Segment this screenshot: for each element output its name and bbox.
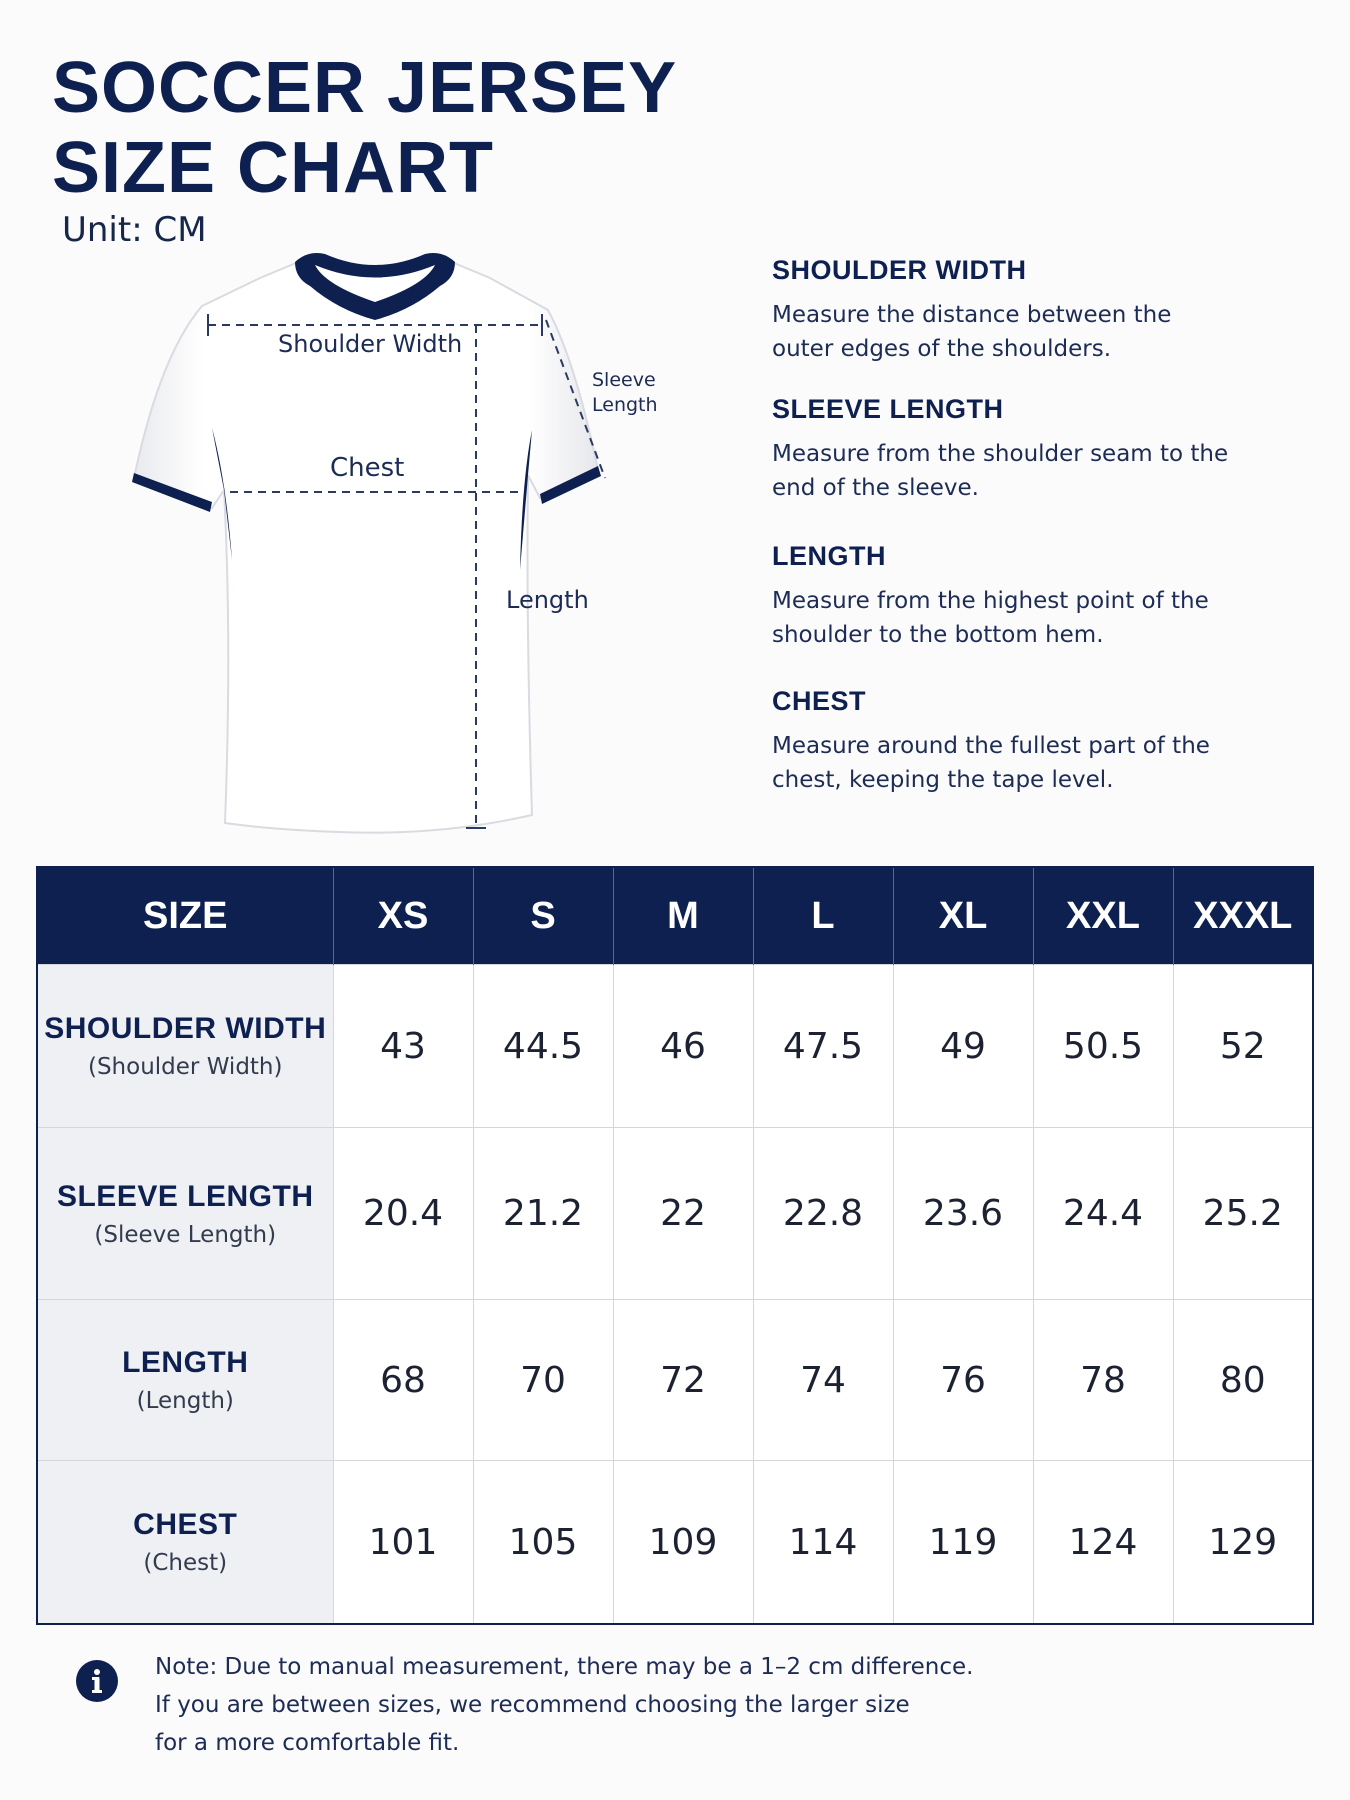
- table-cell: 72: [613, 1300, 753, 1461]
- title-line-2: SIZE CHART: [52, 128, 494, 208]
- table-cell: 70: [473, 1300, 613, 1461]
- table-row: [37, 965, 1313, 1128]
- table-cell: 22: [613, 1128, 753, 1300]
- row-subtitle: (Length): [136, 1388, 234, 1414]
- table-cell: 23.6: [893, 1128, 1033, 1300]
- page-title: [52, 48, 677, 208]
- table-cell: 76: [893, 1300, 1033, 1461]
- table-header-cell: S: [473, 867, 613, 965]
- note-line-1: Note: Due to manual measurement, there may be a 1–2 cm difference.: [155, 1654, 974, 1680]
- table-cell: 20.4: [333, 1128, 473, 1300]
- table-cell: 119: [893, 1461, 1033, 1625]
- note-line-2: If you are between sizes, we recommend choosing the larger size: [155, 1692, 910, 1718]
- table-header-cell: XS: [333, 867, 473, 965]
- table-cell: 105: [473, 1461, 613, 1625]
- info-icon: [76, 1660, 118, 1702]
- table-cell: 44.5: [473, 965, 613, 1128]
- note-text: [155, 1648, 1155, 1762]
- table-cell: 24.4: [1033, 1128, 1173, 1300]
- table-cell: 80: [1173, 1300, 1313, 1461]
- guide-text: Measure from the shoulder seam to the end of the sleeve.: [772, 441, 1229, 501]
- table-cell: 52: [1173, 965, 1313, 1128]
- guide-item-sleeve-length: [772, 394, 1292, 505]
- table-cell: 101: [333, 1461, 473, 1625]
- table-cell: 129: [1173, 1461, 1313, 1625]
- table-cell: 124: [1033, 1461, 1173, 1625]
- row-subtitle: (Sleeve Length): [94, 1221, 277, 1248]
- table-cell: 43: [333, 965, 473, 1128]
- guide-text: Measure the distance between the outer edges of the shoulders.: [772, 302, 1172, 362]
- table-cell: 74: [753, 1300, 893, 1461]
- row-label-cell: [37, 1128, 333, 1300]
- row-label-cell: [37, 1300, 333, 1461]
- table-row: [37, 1461, 1313, 1625]
- table-row: [37, 1300, 1313, 1461]
- size-table: [36, 866, 1314, 1625]
- sleeve-length-label: Sleeve Length: [592, 369, 658, 416]
- measurement-guide: [772, 255, 1292, 825]
- guide-item-length: [772, 541, 1292, 652]
- row-name: LENGTH: [122, 1346, 249, 1379]
- table-cell: 25.2: [1173, 1128, 1313, 1300]
- table-cell: 47.5: [753, 965, 893, 1128]
- table-header-cell: XXXL: [1173, 867, 1313, 965]
- table-cell: 22.8: [753, 1128, 893, 1300]
- row-label-cell: [37, 1461, 333, 1625]
- guide-text: Measure around the fullest part of the chest, keeping the tape level.: [772, 733, 1210, 793]
- row-label-cell: [37, 965, 333, 1128]
- chest-label: Chest: [330, 453, 405, 483]
- table-cell: 68: [333, 1300, 473, 1461]
- guide-item-chest: [772, 686, 1292, 797]
- guide-heading: CHEST: [772, 686, 867, 716]
- row-subtitle: (Chest): [143, 1550, 228, 1576]
- table-header-row: [37, 867, 1313, 965]
- guide-item-shoulder-width: [772, 255, 1292, 366]
- guide-heading: SLEEVE LENGTH: [772, 394, 1004, 424]
- table-header-cell: L: [753, 867, 893, 965]
- guide-heading: SHOULDER WIDTH: [772, 255, 1027, 285]
- row-subtitle: (Shoulder Width): [87, 1054, 283, 1080]
- table-cell: 46: [613, 965, 753, 1128]
- table-header-cell: M: [613, 867, 753, 965]
- guide-heading: LENGTH: [772, 541, 886, 571]
- table-cell: 78: [1033, 1300, 1173, 1461]
- table-cell: 109: [613, 1461, 753, 1625]
- table-cell: 50.5: [1033, 965, 1173, 1128]
- length-label: Length: [506, 586, 589, 614]
- table-header-cell: XL: [893, 867, 1033, 965]
- title-line-1: SOCCER JERSEY: [52, 48, 678, 128]
- shoulder-width-label: Shoulder Width: [278, 330, 463, 358]
- row-name: SHOULDER WIDTH: [44, 1012, 327, 1045]
- note-line-3: for a more comfortable fit.: [155, 1730, 460, 1756]
- row-name: SLEEVE LENGTH: [56, 1179, 314, 1213]
- table-header-size: SIZE: [37, 867, 333, 965]
- guide-text: Measure from the highest point of the shoulder to the bottom hem.: [772, 588, 1209, 648]
- table-cell: 49: [893, 965, 1033, 1128]
- row-name: CHEST: [133, 1508, 238, 1541]
- table-header-cell: XXL: [1033, 867, 1173, 965]
- unit-label: Unit: CM: [62, 210, 207, 250]
- table-row: [37, 1128, 1313, 1300]
- table-cell: 114: [753, 1461, 893, 1625]
- table-cell: 21.2: [473, 1128, 613, 1300]
